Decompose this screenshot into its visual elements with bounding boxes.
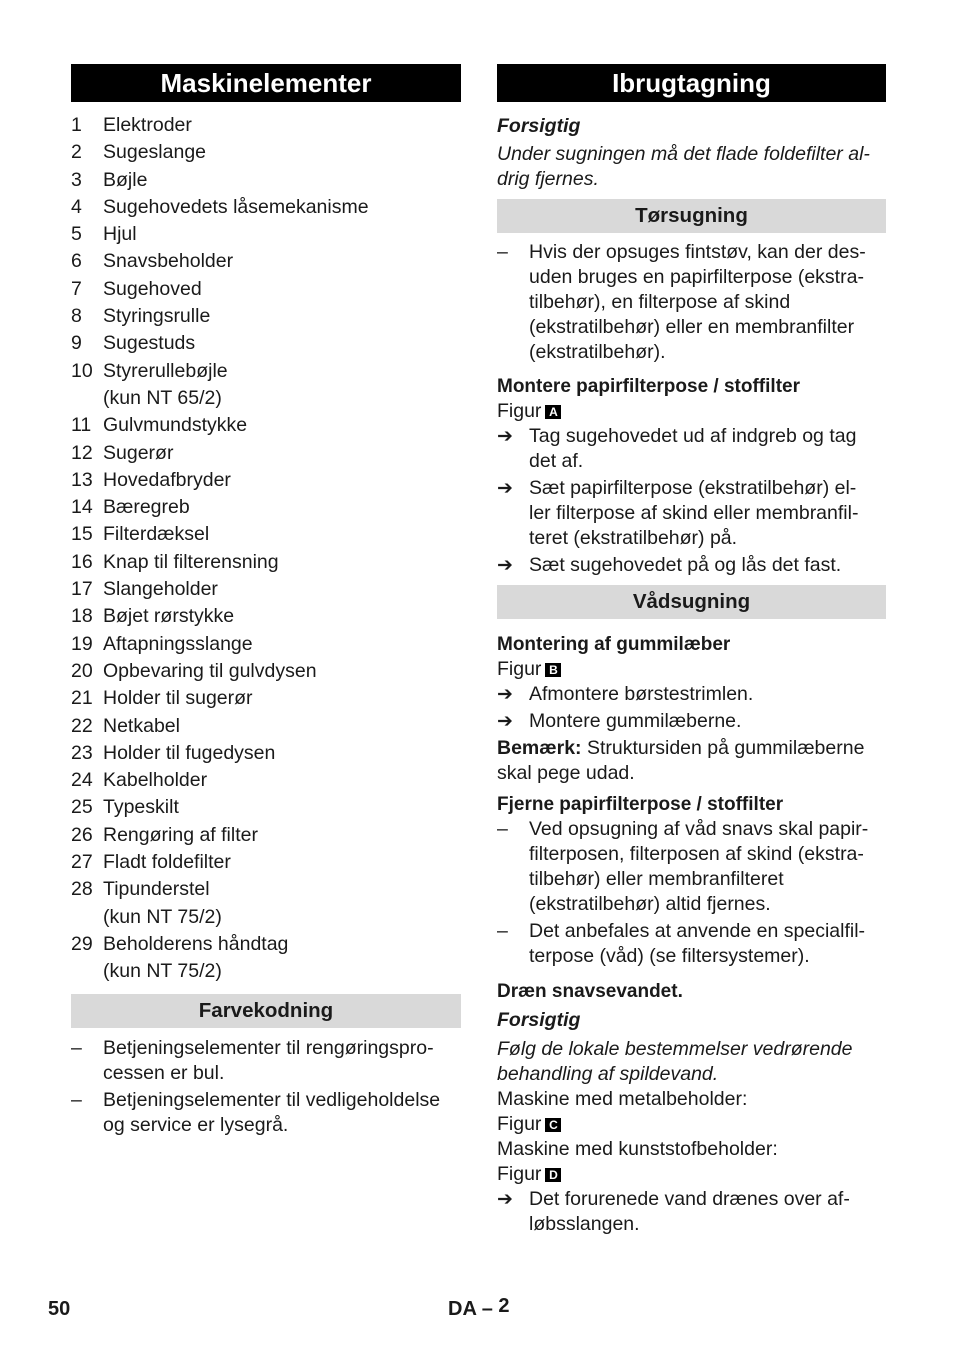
item-text	[103, 521, 461, 548]
figure-a-icon: A	[545, 405, 561, 419]
list-item	[71, 494, 461, 521]
list-item	[71, 794, 461, 821]
section-title-dry-vacuuming: Tørsugning	[497, 199, 886, 233]
item-text	[103, 603, 461, 630]
item-number: 8	[71, 305, 82, 328]
item-number: 11	[71, 414, 92, 437]
item-number: 14	[71, 496, 93, 519]
item-text	[103, 303, 461, 330]
item-text	[103, 276, 461, 303]
color-coding-list	[71, 1036, 461, 1138]
subheading-drain: Dræn snavsevandet.	[497, 981, 683, 1002]
step-line: løbsslangen.	[529, 1213, 640, 1235]
caution2-line2: behandling af spildevand.	[497, 1063, 719, 1085]
item-line: Det anbefales at anvende en specialfil-	[529, 920, 866, 942]
remove-items	[497, 817, 886, 969]
step-item	[497, 424, 886, 474]
list-item	[71, 603, 461, 630]
item-text	[103, 931, 461, 986]
item-line: Typeskilt	[103, 796, 179, 819]
item-number: 17	[71, 578, 93, 601]
item-line: (kun NT 65/2)	[103, 386, 222, 409]
item-text	[103, 112, 461, 139]
figure-c-icon: C	[545, 1118, 561, 1132]
list-item	[71, 521, 461, 548]
note-line2: skal pege udad.	[497, 762, 635, 784]
item-line: Sugeslange	[103, 141, 207, 164]
item-line: Sugestuds	[103, 332, 196, 355]
list-item	[497, 817, 886, 917]
subheading-remove-filter: Fjerne papirfilterpose / stoffilter	[497, 794, 784, 815]
element-list	[71, 112, 461, 986]
item-number: 18	[71, 605, 93, 628]
item-number: 24	[71, 769, 93, 792]
step-item	[497, 476, 886, 551]
step-item	[497, 682, 886, 707]
step-text	[529, 424, 886, 474]
item-line: Beholderens håndtag	[103, 932, 289, 955]
item-line: Aftapningsslange	[103, 632, 253, 655]
step-line: Montere gummilæberne.	[529, 710, 742, 732]
item-line: Filterdæksel	[103, 523, 210, 546]
step-text	[529, 682, 886, 707]
step-line: Sæt papirfilterpose (ekstratilbehør) el-	[529, 477, 857, 499]
list-item	[71, 358, 461, 413]
item-text	[103, 358, 461, 413]
arrow-icon: ➔	[497, 478, 513, 499]
step-line: Afmontere børstestrimlen.	[529, 683, 754, 705]
item-line: Gulvmundstykke	[103, 414, 248, 437]
list-item	[71, 112, 461, 139]
item-number: 22	[71, 714, 93, 737]
item-number: 21	[71, 687, 93, 710]
caution-text-line1: Under sugningen må det flade foldefilter al-	[497, 143, 870, 165]
list-item	[71, 576, 461, 603]
list-item	[71, 167, 461, 194]
item-number: 15	[71, 523, 93, 546]
caution2-line1: Følg de lokale bestemmelser vedrørende	[497, 1038, 853, 1060]
item-text	[103, 494, 461, 521]
item-text	[103, 876, 461, 931]
item-text	[103, 467, 461, 494]
figure-ref-b: Figur B	[497, 657, 886, 682]
item-number: 5	[71, 223, 82, 246]
item-text	[103, 849, 461, 876]
item-line: (ekstratilbehør) altid fjernes.	[529, 893, 771, 915]
caution-label: Forsigtig	[497, 115, 581, 137]
list-item	[497, 919, 886, 969]
figure-d-icon: D	[545, 1168, 561, 1182]
arrow-icon: ➔	[497, 555, 513, 576]
item-text	[103, 576, 461, 603]
left-column	[71, 64, 461, 1140]
item-line: Hjul	[103, 223, 137, 246]
step-text	[529, 709, 886, 734]
step-line: Tag sugehovedet ud af indgreb og tag	[529, 425, 857, 447]
item-line: Hvis der opsuges fintstøv, kan der des-	[529, 241, 866, 263]
item-line: tilbehør), en filterpose af skind	[529, 291, 791, 313]
item-line: (kun NT 75/2)	[103, 960, 222, 983]
item-text	[103, 549, 461, 576]
item-line: Snavsbeholder	[103, 250, 234, 273]
right-column	[497, 64, 886, 1237]
arrow-icon: ➔	[497, 426, 513, 447]
list-item	[71, 1088, 461, 1138]
drain-step	[497, 1187, 886, 1237]
item-line: Opbevaring til gulvdysen	[103, 659, 317, 682]
list-item	[71, 440, 461, 467]
dash-marker: –	[497, 920, 508, 942]
item-text	[103, 139, 461, 166]
item-number: 1	[71, 114, 82, 136]
item-number: 25	[71, 796, 93, 819]
item-number: 12	[71, 441, 93, 464]
item-line: Tipunderstel	[103, 878, 210, 901]
item-line: og service er lysegrå.	[103, 1113, 289, 1136]
item-line: Styringsrulle	[103, 305, 211, 328]
step-item	[497, 553, 886, 578]
dash-marker: –	[497, 818, 508, 840]
item-text	[529, 817, 886, 917]
item-text	[103, 767, 461, 794]
item-line: Betjeningselementer til rengøringspro-	[103, 1036, 434, 1059]
item-text	[103, 1036, 461, 1086]
item-line: uden bruges en papirfilterpose (ekstra-	[529, 266, 864, 288]
subheading-mount-filter: Montere papirfilterpose / stoffilter	[497, 376, 800, 397]
arrow-icon: ➔	[497, 1189, 513, 1210]
step-line: ler filterpose af skind eller membranfil-	[529, 502, 859, 524]
list-item	[71, 713, 461, 740]
caution2-label: Forsigtig	[497, 1009, 581, 1031]
item-text	[103, 631, 461, 658]
item-line: Bøjet rørstykke	[103, 605, 235, 628]
list-item	[71, 467, 461, 494]
item-line: tilbehør) eller membranfilteret	[529, 868, 784, 890]
item-number: 16	[71, 550, 93, 573]
item-number: 7	[71, 277, 82, 300]
item-line: Styrerullebøjle	[103, 359, 228, 382]
dash-marker: –	[71, 1088, 82, 1111]
arrow-icon: ➔	[497, 711, 513, 732]
item-number: 6	[71, 250, 82, 273]
item-number: 10	[71, 359, 93, 382]
figure-ref-c: Figur C	[497, 1112, 886, 1137]
item-text	[103, 330, 461, 357]
step-line: Sæt sugehovedet på og lås det fast.	[529, 554, 842, 576]
list-item	[71, 412, 461, 439]
item-text	[103, 248, 461, 275]
step-line: det af.	[529, 450, 584, 472]
item-line: Bøjle	[103, 168, 148, 191]
list-item	[71, 767, 461, 794]
list-item	[71, 1036, 461, 1086]
item-line: Elektroder	[103, 114, 192, 136]
item-line: cessen er bul.	[103, 1061, 225, 1084]
list-item	[71, 931, 461, 986]
item-line: terpose (våd) (se filtersystemer).	[529, 945, 810, 967]
item-text	[103, 221, 461, 248]
item-text	[103, 685, 461, 712]
item-text	[103, 740, 461, 767]
item-number: 26	[71, 823, 93, 846]
subheading-rubber-lips: Montering af gummilæber	[497, 634, 731, 655]
dash-marker: –	[497, 241, 508, 263]
list-item	[71, 876, 461, 931]
arrow-icon: ➔	[497, 684, 513, 705]
item-line: Netkabel	[103, 714, 180, 737]
item-number: 20	[71, 659, 93, 682]
item-line: Sugehoved	[103, 277, 202, 300]
metal-container-text: Maskine med metalbeholder:	[497, 1088, 748, 1110]
item-number: 13	[71, 468, 93, 491]
list-item	[71, 330, 461, 357]
item-line: Holder til fugedysen	[103, 741, 276, 764]
item-text	[103, 440, 461, 467]
figure-b-icon: B	[545, 663, 561, 677]
item-line: Ved opsugning af våd snavs skal papir-	[529, 818, 869, 840]
figure-ref-a: Figur A	[497, 399, 886, 424]
item-line: Kabelholder	[103, 769, 208, 792]
item-number: 28	[71, 878, 93, 901]
step-item	[497, 709, 886, 734]
item-text	[103, 794, 461, 821]
item-number: 3	[71, 168, 82, 191]
list-item	[71, 631, 461, 658]
item-line: Slangeholder	[103, 578, 218, 601]
item-text	[103, 713, 461, 740]
item-text	[103, 1088, 461, 1138]
caution-text-line2: drig fjernes.	[497, 168, 599, 190]
item-line: Holder til sugerør	[103, 687, 253, 710]
list-item	[71, 685, 461, 712]
list-item	[71, 248, 461, 275]
item-line: (kun NT 75/2)	[103, 905, 222, 928]
figure-ref-d: Figur D	[497, 1162, 886, 1187]
list-item	[71, 139, 461, 166]
item-number: 23	[71, 741, 93, 764]
item-text	[529, 919, 886, 969]
page-number: 50	[48, 1298, 71, 1320]
page-footer-lang: DA – 2	[448, 1295, 510, 1320]
item-line: (ekstratilbehør).	[529, 341, 666, 363]
list-item	[71, 194, 461, 221]
note-line1: Bemærk: Struktursiden på gummilæberne	[497, 737, 865, 759]
list-item	[71, 221, 461, 248]
item-line: Betjeningselementer til vedligeholdelse	[103, 1088, 441, 1111]
item-number: 19	[71, 632, 93, 655]
list-item	[71, 740, 461, 767]
item-line: Bæregreb	[103, 496, 190, 519]
item-number: 27	[71, 851, 93, 874]
item-number: 4	[71, 195, 82, 218]
section-title-machine-elements: Maskinelementer	[71, 64, 461, 102]
section-title-wet-vacuuming: Vådsugning	[497, 585, 886, 619]
item-text	[103, 167, 461, 194]
list-item	[71, 276, 461, 303]
list-item	[71, 849, 461, 876]
item-line: filterposen, filterposen af skind (ekstra-	[529, 843, 864, 865]
section-title-color-coding: Farvekodning	[71, 994, 461, 1028]
step-line: teret (ekstratilbehør) på.	[529, 527, 738, 549]
item-text	[103, 822, 461, 849]
item-line: Sugehovedets låsemekanisme	[103, 195, 369, 218]
item-text	[103, 412, 461, 439]
list-item	[71, 658, 461, 685]
step-text	[529, 553, 886, 578]
step-line: Det forurenede vand drænes over af-	[529, 1188, 850, 1210]
item-text	[103, 658, 461, 685]
item-line: Sugerør	[103, 441, 174, 464]
item-line: Fladt foldefilter	[103, 851, 231, 874]
dash-marker: –	[71, 1036, 82, 1059]
item-number: 9	[71, 332, 82, 355]
item-line: Hovedafbryder	[103, 468, 231, 491]
item-number: 29	[71, 932, 93, 955]
dry-item	[497, 240, 886, 365]
section-title-commissioning: Ibrugtagning	[497, 64, 886, 102]
item-line: Knap til filterensning	[103, 550, 279, 573]
list-item	[71, 303, 461, 330]
item-text	[103, 194, 461, 221]
item-number: 2	[71, 141, 82, 164]
lip-steps	[497, 682, 886, 734]
mount-steps	[497, 424, 886, 578]
list-item	[71, 549, 461, 576]
plastic-container-text: Maskine med kunststofbeholder:	[497, 1138, 778, 1160]
list-item	[71, 822, 461, 849]
item-line: Rengøring af filter	[103, 823, 258, 846]
item-line: (ekstratilbehør) eller en membranfilter	[529, 316, 855, 338]
step-text	[529, 476, 886, 551]
